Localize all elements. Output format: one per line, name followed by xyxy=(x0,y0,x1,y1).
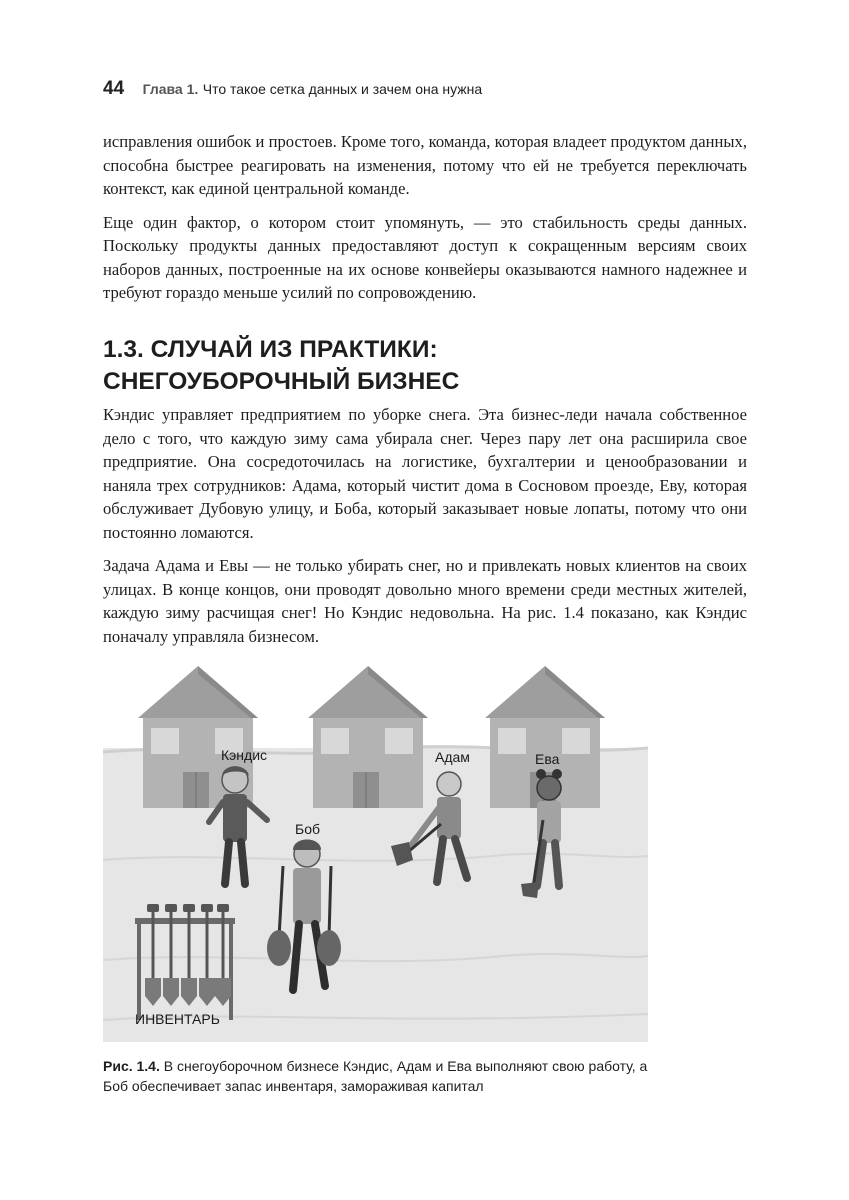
section-text xyxy=(103,403,747,658)
caption-text: В снегоуборочном бизнесе Кэндис, Адам и Ева выполняют свою работу, а Боб обеспечивает запас инвентаря, замораживая капитал xyxy=(103,1058,648,1094)
paragraph: Еще один фактор, о котором стоит упомянуть, — это стабильность среды данных. Поскольку продукты данных предоставляют доступ к сокращенным версиям своих наборов данных, построенные на их основе конвейеры оказываются намного надежнее и требуют гораздо меньше усилий по сопровождению. xyxy=(103,212,747,302)
house xyxy=(308,666,428,808)
page-header xyxy=(103,78,753,100)
label-candice: Кэндис xyxy=(221,747,268,763)
paragraph: исправления ошибок и простоев. Кроме того, команда, которая владеет продуктом данных, способна быстрее реагировать на изменения, потому что ей не требуется переключать контекст, как единой центральной команде. xyxy=(103,132,747,198)
caption-label: Рис. 1.4. xyxy=(103,1058,160,1074)
chapter-label: Глава 1. xyxy=(142,81,199,97)
section-heading-line1: 1.3. СЛУЧАЙ ИЗ ПРАКТИКИ: xyxy=(103,336,438,363)
paragraph: Кэндис управляет предприятием по уборке снега. Эта бизнес-леди начала собственное дело с того, что каждую зиму сама убирала снег. Через пару лет она расширила свое предприятие. Она сосредоточилась на логистике, бухгалтерии и ценообразовании и наняла трех сотрудников: Адама, который чистит дома в Сосновом проезде, Еву, которая обслуживает Дубовую улицу, и Боба, который заказывает новые лопаты, потому что они постоянно ломаются. xyxy=(103,405,747,542)
paragraph: Задача Адама и Евы — не только убирать снег, но и привлекать новых клиентов на своих улицах. В конце концов, они проводят довольно много времени среди местных жителей, каждую зиму расчищая снег! Но Кэндис недовольна. На рис. 1.4 показано, как Кэндис поначалу управляла бизнесом. xyxy=(103,556,747,646)
label-adam: Адам xyxy=(435,749,470,765)
label-inventory: ИНВЕНТАРЬ xyxy=(135,1011,220,1027)
label-bob: Боб xyxy=(295,821,320,837)
page-number: 44 xyxy=(103,78,125,99)
snow-business-illustration xyxy=(103,660,648,1042)
intro-text xyxy=(103,130,747,315)
label-eva: Ева xyxy=(535,751,560,767)
figure-illustration xyxy=(103,660,648,1042)
section-heading xyxy=(103,334,747,398)
chapter-title: Что такое сетка данных и зачем она нужна xyxy=(202,81,483,97)
section-heading-line2: СНЕГОУБОРОЧНЫЙ БИЗНЕС xyxy=(103,368,460,395)
figure-caption xyxy=(103,1056,663,1096)
